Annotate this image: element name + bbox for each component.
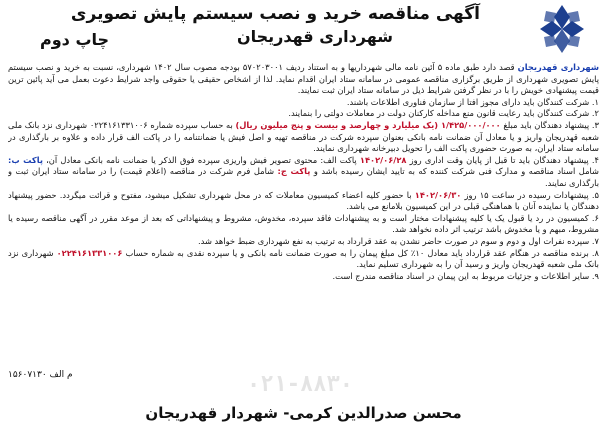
- condition-4-packet-a: پاکت الف: محتوی تصویر فیش واریزی سپرده فوق الذکر یا ضمانت نامه بانکی معادل آن،: [42, 154, 360, 165]
- condition-4-packet-c: شامل فرم شرکت در مناقصه (اعلام قیمت) را در سامانه ستاد ایران ثبت و بارگذاری نمایند.: [8, 166, 599, 188]
- condition-7: ۷. سپرده نفرات اول و دوم و سوم در صورت حاضر نشدن به عقد قرارداد به ترتیب به نفع شهرداری ضبط خواهد شد.: [197, 235, 599, 246]
- submission-deadline: ۱۴۰۲/۰۶/۲۸: [359, 154, 407, 165]
- condition-4-packet-b: شامل اسناد مناقصه و مدارک فنی شرکت کننده که به تایید ایشان رسیده باشد و: [310, 166, 599, 177]
- condition-9: ۹. سایر اطلاعات و جزئیات مربوط به این پیمان در اسناد مناقصه مندرج است.: [332, 270, 599, 281]
- condition-1: ۱. شرکت کنندگان باید دارای مجوز افتا از سازمان فناوری اطلاعات باشند.: [346, 96, 599, 107]
- condition-8: [8, 248, 599, 271]
- condition-3: [8, 120, 599, 155]
- title-line-1: آگهی مناقصه خرید و نصب سیستم پایش تصویری: [70, 4, 480, 24]
- condition-6: ۶. کمیسیون در رد یا قبول یک یا کلیه پیشنهادات مختار است و به پیشنهادات فاقد سپرده، مخدوش، مشروط و پیشنهاداتی که بعد از موعد مقرر در آگهی مناقصه رسیده یا مشروط، مبهم و یا مخدوش باشد ترتیب اثر داده نخواهد شد.: [8, 212, 599, 235]
- intro-paragraph: [8, 62, 599, 97]
- mayor-signature: محسن صدرالدین کرمی- شهردار قهدریجان: [145, 404, 462, 422]
- phone-watermark: ۰۲۱-۸۸۳۰: [247, 372, 353, 397]
- deposit-amount: ۱/۴۲۵/۰۰۰/۰۰۰ (یک میلیارد و چهارصد و بیست و پنج میلیون ریال): [235, 119, 501, 130]
- condition-4-lead: ۴. پیشنهاد دهندگان باید تا قبل از پایان وقت اداری روز: [406, 154, 599, 165]
- intro-text: قصد دارد طبق ماده ۵ آئین نامه مالی شهرداریها و به استناد ردیف ۵۷۰۲۰۳۰۰۱ بودجه مصوب سال ۱۴۰۲ شهرداری، نسبت به خرید و نصب سیستم پایش تصویری شهرداری از طریق برگزاری مناقصه عمومی در سامانه ستاد ایران اقدام نماید. لذا از اشخاص حقیقی یا حقوقی واجد شرایط دعوت بعمل می آید پائین ترین قیمت پیشنهادی خویش را با در نظر گرفتن شرایط ذیل در سامانه ستاد ایران ثبت نمایند.: [8, 62, 599, 96]
- title-line-2: شهرداری قهدریجان: [236, 27, 394, 46]
- notice-header: [0, 0, 607, 58]
- notice-body: [8, 62, 599, 366]
- municipality-logo-icon: [532, 3, 592, 55]
- condition-2: ۲. شرکت کنندگان باید رعایت قانون منع مداخله کارکنان دولت در معاملات دولتی را بنمایند.: [288, 108, 599, 119]
- condition-5: [8, 190, 599, 213]
- account-number: ۰۲۲۴۱۶۱۳۳۱۰۰۶: [56, 247, 123, 258]
- notice-code: م الف ۱۵۶۰۷۱۳۰: [8, 370, 73, 380]
- packet-b-label: پاکت ب:: [8, 154, 43, 165]
- intro-lead: شهرداری قهدریجان: [517, 62, 599, 72]
- condition-8-lead: ۸. برنده مناقصه در هنگام عقد قرارداد باید معادل ۱۰٪ کل مبلغ پیمان را به صورت ضمانت نامه بانکی و یا سپرده نقدی به شماره حساب: [122, 247, 599, 258]
- condition-5-lead: ۵. پیشنهادات رسیده در ساعت ۱۵ روز: [461, 189, 599, 200]
- edition-label: چاپ دوم: [40, 30, 110, 49]
- condition-4: [8, 155, 599, 190]
- condition-8-rest: شهرداری نزد بانک ملی شعبه قهدریجان واریز و رسید آن را به شهرداری تسلیم نماید.: [8, 247, 599, 270]
- opening-date: ۱۴۰۲/۰۶/۳۰: [414, 189, 462, 200]
- packet-c-label: پاکت ج:: [277, 166, 311, 177]
- condition-5-rest: با حضور کلیه اعضاء کمیسیون معاملات که در محل شهرداری تشکیل میشود، مفتوح و قرائت میگردد. حضور پیشنهاد دهندگان یا نماینده آنان با هماهنگی قبلی در این کمیسیون بلامانع می باشد.: [8, 189, 599, 212]
- condition-3-lead: ۳. پیشنهاد دهندگان باید مبلغ: [500, 119, 599, 130]
- condition-3-rest: به حساب سپرده شماره ۰۲۲۴۱۶۱۳۳۱۰۰۶ شهرداری نزد بانک ملی شعبه قهدریجان واریز و یا معادل آن ضمانت نامه بانکی بعنوان سپرده شرکت در مناقصه تهیه و اصل فیش یا ضمانتنامه را در پاکت الف قرار داده و علاوه بر بارگذاری در سامانه ستاد ایران، به صورت حضوری پاکت الف را تحویل دبیرخانه شهرداری نمایند.: [8, 119, 599, 154]
